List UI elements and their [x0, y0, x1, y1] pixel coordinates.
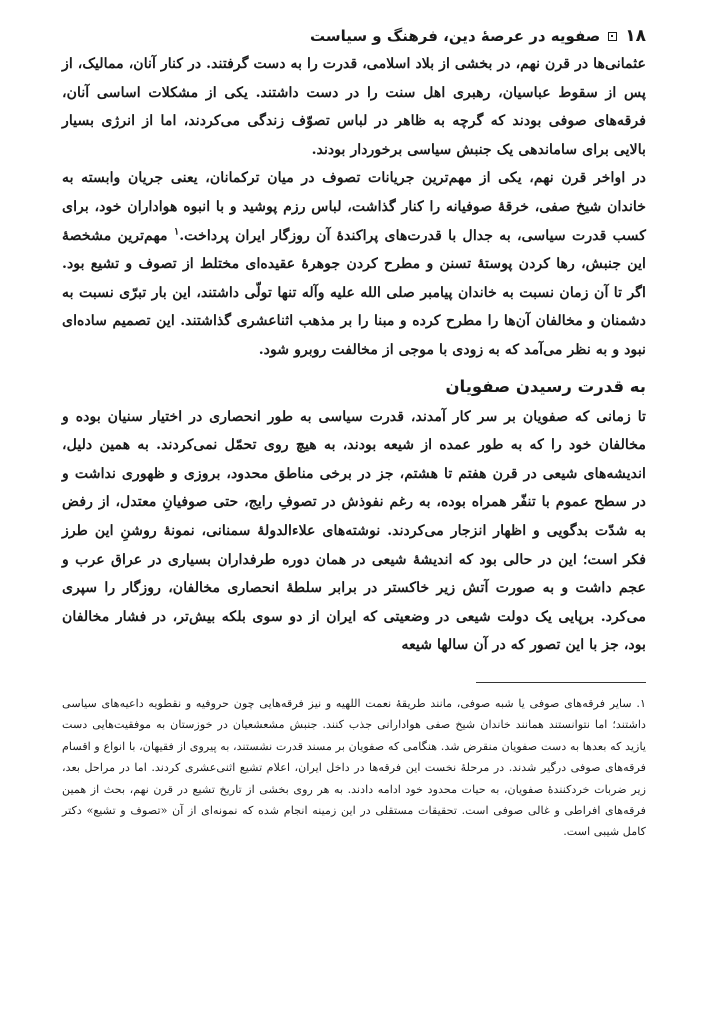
paragraph-text: در اواخر قرن نهم، یکی از مهم‌ترین جریانات تصوف در میان ترکمانان، یعنی جریان وابسته به خاندان شیخ صفی، خرقهٔ صوفیانه را کنار گذاشت، لباس رزم پوشید و با انبوه هواداران خود، برای کسب قدرت سیاسی، به جدال با قدرت‌های پراکندهٔ آن روزگار ایران پرداخت. [62, 170, 646, 244]
footnote: ۱. سایر فرقه‌های صوفی یا شبه صوفی، مانند طریقهٔ نعمت اللهیه و نیز فرقه‌هایی چون حروفیه و نقطویه داعیه‌های سیاسی داشتند؛ اما نتوانستند همانند خاندان شیخ صفی هوادارانی جذب کنند. جنبش مشعشعیان در خوزستان به موفقیت‌هایی دست یازید که بعدها به دست صفویان منقرض شد. هنگامی که صفویان بر مسند قدرت نشستند، به پیروی از فقیهان، با انواع و اقسام فرقه‌های صوفی درگیر شدند. در مرحلهٔ نخست این فرقه‌ها در داخل ایران، اعلام تشیع اثنی‌عشری کردند. اما در مراحل بعد، زیر ضربات خردکنندهٔ صفویان، به حیات محدود خود ادامه دادند. به هر روی بخشی از تاریخ تشیع در قرن نهم، بحث از همین فرقه‌های افراطی و غالی صوفی است. تحقیقات مستقلی در این زمینه انجام شده که نمونه‌ای از آن «تصوف و تشیع» دکتر کامل شیبی است. [62, 696, 646, 839]
main-text [62, 50, 646, 660]
paragraph [62, 164, 646, 364]
footnote-divider [476, 682, 646, 683]
running-header [62, 22, 646, 50]
square-ornament-icon [608, 32, 617, 41]
footnote-reference[interactable]: ۱ [173, 225, 180, 237]
running-title: صفویه در عرصهٔ دین، فرهنگ و سیاست [309, 27, 601, 45]
paragraph-text: مهم‌ترین مشخصهٔ این جنبش، رها کردن پوستهٔ تسنن و مطرح کردن جوهرهٔ عقیده‌ای مختلط از تصوف و تشیع بود. اگر تا آن زمان نسبت به خاندان پیامبر صلی الله علیه وآله تنها تولّی داشتند، این بار تبرّی نسبت به دشمنان و مخالفان آن‌ها را مطرح کرده و مبنا را بر مذهب اثناعشری گذاشتند. این تصمیم ساده‌ای نبود و به نظر می‌آمد که به زودی با موجی از مخالفت روبرو شود. [62, 227, 646, 358]
paragraph: عثمانی‌ها در قرن نهم، در بخشی از بلاد اسلامی، قدرت را به دست گرفتند. در کنار آنان، ممالیک، از پس از سقوط عباسیان، رهبری اهل سنت را در دست داشتند. یکی از مشکلات اساسی آنان، فرقه‌های صوفی بودند که گرچه به ظاهر در لباس تصوّف زندگی می‌کردند، اما از انرژی بسیار بالایی برای ساماندهی یک جنبش سیاسی برخوردار بودند. [62, 56, 646, 158]
paragraph: تا زمانی که صفویان بر سر کار آمدند، قدرت سیاسی به طور انحصاری در اختیار سنیان بوده و مخالفان خود را که به طور عمده از شیعه بودند، به هیچ روی تحمّل نمی‌کردند. به همین دلیل، اندیشه‌های شیعی در قرن هفتم تا هشتم، جز در برخی مناطق محدود، بروزی و ظهوری نداشت و در سطح عموم با تنفّر همراه بوده، به رغم نفوذش در تصوفِ رایج، حتی صوفیانِ معتدل، از رفض به شدّت بدگویی و اظهار انزجار می‌کردند. نوشته‌های علاءالدولهٔ سمنانی، نمونهٔ روشنِ این طرز فکر است؛ این در حالی بود که اندیشهٔ شیعی در همان دوره طرفداران بسیاری در عراق عرب و عجم داشت و به صورت آتش زیر خاکستر در برابر سلطهٔ انحصاری مخالفان، روزگار را سپری می‌کرد. برپایی یک دولت شیعی در وضعیتی که ایران از دو سوی بلکه بیش‌تر، در فشار مخالفان بود، جز با این تصور که در آن سالها شیعه [62, 408, 646, 654]
page-number: ۱۸ [625, 26, 646, 46]
section-heading: به قدرت رسیدن صفویان [445, 376, 646, 396]
